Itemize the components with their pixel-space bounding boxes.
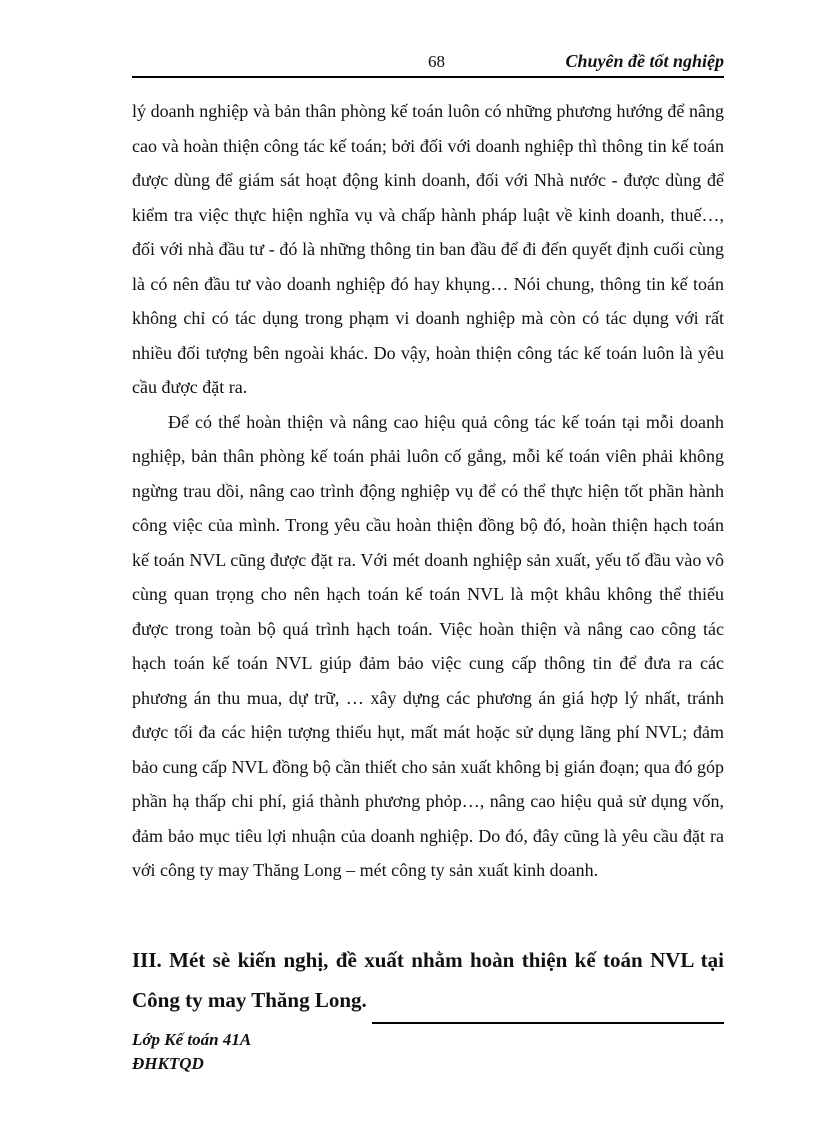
footer-class-name: Lớp Kế toán 41A (132, 1030, 252, 1049)
footer-divider (372, 1022, 724, 1024)
page-header (132, 50, 724, 78)
footer-school: ĐHKTQD (132, 1054, 204, 1073)
paragraph-1: lý doanh nghiệp và bản thân phòng kế toán luôn có những phương hướng để nâng cao và hoàn thiện công tác kế toán; bởi đối với doanh nghiệp thì thông tin kế toán được dùng để giám sát hoạt động kinh doanh, đối với Nhà nước - được dùng để kiểm tra việc thực hiện nghĩa vụ và chấp hành pháp luật về kinh doanh, thuế…, đối với nhà đầu tư - đó là những thông tin ban đầu để đi đến quyết định cuối cùng là có nên đầu tư vào doanh nghiệp đó hay khụng… Nói chung, thông tin kế toán không chỉ có tác dụng trong phạm vi doanh nghiệp mà còn có tác dụng với rất nhiều đối tượng bên ngoài khác. Do vậy, hoàn thiện công tác kế toán luôn là yêu cầu được đặt ra. (132, 101, 724, 397)
body-text (132, 94, 724, 888)
paragraph-2: Để có thể hoàn thiện và nâng cao hiệu quả công tác kế toán tại mỗi doanh nghiệp, bản thân phòng kế toán phải luôn cố gắng, mỗi kế toán viên phải không ngừng trau dồi, nâng cao trình động nghiệp vụ để có thể thực hiện tốt phần hành công việc của mình. Trong yêu cầu hoàn thiện đồng bộ đó, hoàn thiện hạch toán kế toán NVL cũng được đặt ra. Với mét doanh nghiệp sản xuất, yếu tố đầu vào vô cùng quan trọng cho nên hạch toán kế toán NVL là một khâu không thể thiếu được trong toàn bộ quá trình hạch toán. Việc hoàn thiện và nâng cao công tác hạch toán kế toán NVL giúp đảm bảo việc cung cấp thông tin để đưa ra các phương án thu mua, dự trữ, … xây dựng các phương án giá hợp lý nhất, tránh được tối đa các hiện tượng thiếu hụt, mất mát hoặc sử dụng lãng phí NVL; đảm bảo cung cấp NVL đồng bộ cần thiết cho sản xuất không bị gián đoạn; qua đó góp phần hạ thấp chi phí, giá thành phương phỏp…, nâng cao hiệu quả sử dụng vốn, đảm bảo mục tiêu lợi nhuận của doanh nghiệp. Do đó, đây cũng là yêu cầu đặt ra với công ty may Thăng Long – mét công ty sản xuất kinh doanh. (132, 411, 724, 880)
page-number: 68 (428, 52, 445, 71)
page-footer (132, 1028, 251, 1076)
section-heading: III. Mét sè kiến nghị, đề xuất nhằm hoàn thiện kế toán NVL tại Công ty may Thăng Long. (132, 948, 724, 1012)
document-title: Chuyên đề tốt nghiệp (565, 51, 724, 71)
